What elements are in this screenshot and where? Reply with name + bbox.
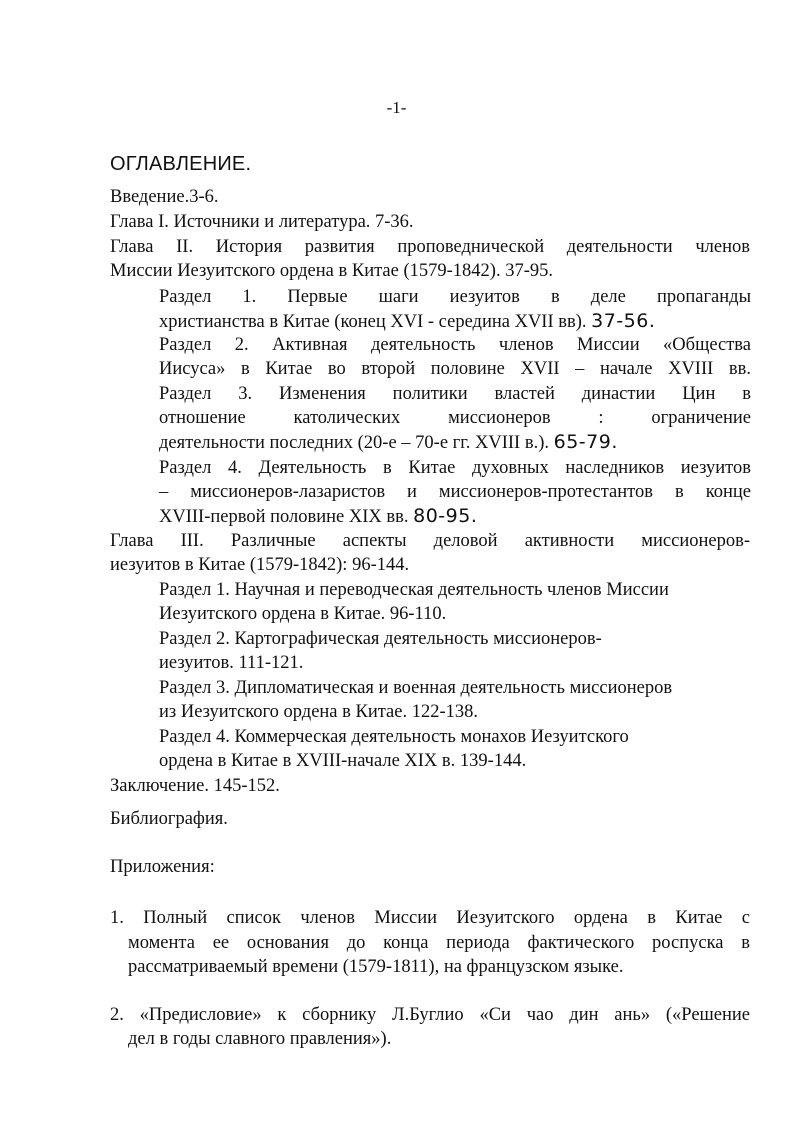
toc-section-2-1-line-2 [159, 310, 655, 333]
appendix-1-line-3: рассматриваемый времени (1579-1811), на французском языке. [128, 957, 624, 977]
toc-bibliography: Библиография. [110, 809, 228, 829]
appendix-2-line-1: 2. «Предисловие» к сборнику Л.Буглио «Си чао дин ань» («Решение [110, 1005, 750, 1025]
toc-chapter-3-line-2: иезуитов в Китае (1579-1842): 96-144. [110, 555, 410, 575]
toc-section-3-4-line-2: ордена в Китае в XVIII-начале XIX в. 139-144. [159, 751, 527, 771]
appendix-2-line-2: дел в годы славного правления»). [128, 1029, 392, 1049]
handwritten-pages: 65-79. [553, 431, 618, 453]
toc-section-3-3-line-2: из Иезуитского ордена в Китае. 122-138. [159, 702, 479, 722]
toc-section-3-3-line-1: Раздел 3. Дипломатическая и военная деятельность миссионеров [159, 678, 673, 698]
toc-chapter-1: Глава I. Источники и литература. 7-36. [110, 212, 414, 232]
toc-section-2-3-line-3 [159, 431, 618, 454]
toc-section-2-2-line-2: Иисуса» в Китае во второй половине XVII – начале XVIII вв. [159, 359, 751, 379]
toc-section-2-2-line-1: Раздел 2. Активная деятельность членов Миссии «Общества [159, 335, 751, 355]
toc-chapter-2-line-2: Миссии Иезуитского ордена в Китае (1579-1842). 37-95. [110, 261, 553, 281]
toc-section-2-3-line-1: Раздел 3. Изменения политики властей династии Цин в [159, 384, 751, 404]
toc-chapter-3-line-1: Глава III. Различные аспекты деловой активности миссионеров- [110, 531, 750, 551]
appendices-heading: Приложения: [110, 857, 215, 877]
toc-section-3-1-line-2: Иезуитского ордена в Китае. 96-110. [159, 604, 447, 624]
toc-section-2-4-text: XVIII-первой половине XIX вв. [159, 507, 409, 527]
appendix-1-line-2: момента ее основания до конца периода фактического роспуска в [128, 933, 750, 953]
handwritten-pages: 37-56. [591, 310, 656, 332]
toc-section-3-1-line-1: Раздел 1. Научная и переводческая деятельность членов Миссии [159, 580, 669, 600]
toc-section-2-4-line-1: Раздел 4. Деятельность в Китае духовных наследников иезуитов [159, 458, 751, 478]
toc-section-3-2-line-2: иезуитов. 111-121. [159, 653, 304, 673]
toc-section-2-1-line-1: Раздел 1. Первые шаги иезуитов в деле пропаганды [159, 287, 751, 307]
toc-section-2-1-text: христианства в Китае (конец XVI - середина XVII вв). [159, 312, 587, 332]
toc-section-2-4-line-2: – миссионеров-лазаристов и миссионеров-протестантов в конце [159, 482, 751, 502]
toc-section-3-4-line-1: Раздел 4. Коммерческая деятельность монахов Иезуитского [159, 727, 629, 747]
handwritten-pages: 80-95. [413, 505, 478, 527]
toc-section-2-3-text: деятельности последних (20-е – 70-е гг. XVIII в.). [159, 433, 549, 453]
toc-conclusion: Заключение. 145-152. [110, 776, 280, 796]
toc-chapter-2-line-1: Глава II. История развития проповеднической деятельности членов [110, 237, 750, 257]
toc-section-2-4-line-3 [159, 505, 477, 528]
appendix-1-line-1: 1. Полный список членов Миссии Иезуитского ордена в Китае с [110, 908, 750, 928]
page-title: ОГЛАВЛЕНИЕ. [110, 153, 252, 175]
page-number: -1- [386, 98, 407, 117]
toc-intro: Введение.3-6. [110, 187, 219, 207]
toc-section-3-2-line-1: Раздел 2. Картографическая деятельность миссионеров- [159, 629, 602, 649]
toc-section-2-3-line-2: отношение католических миссионеров : ограничение [159, 408, 751, 428]
